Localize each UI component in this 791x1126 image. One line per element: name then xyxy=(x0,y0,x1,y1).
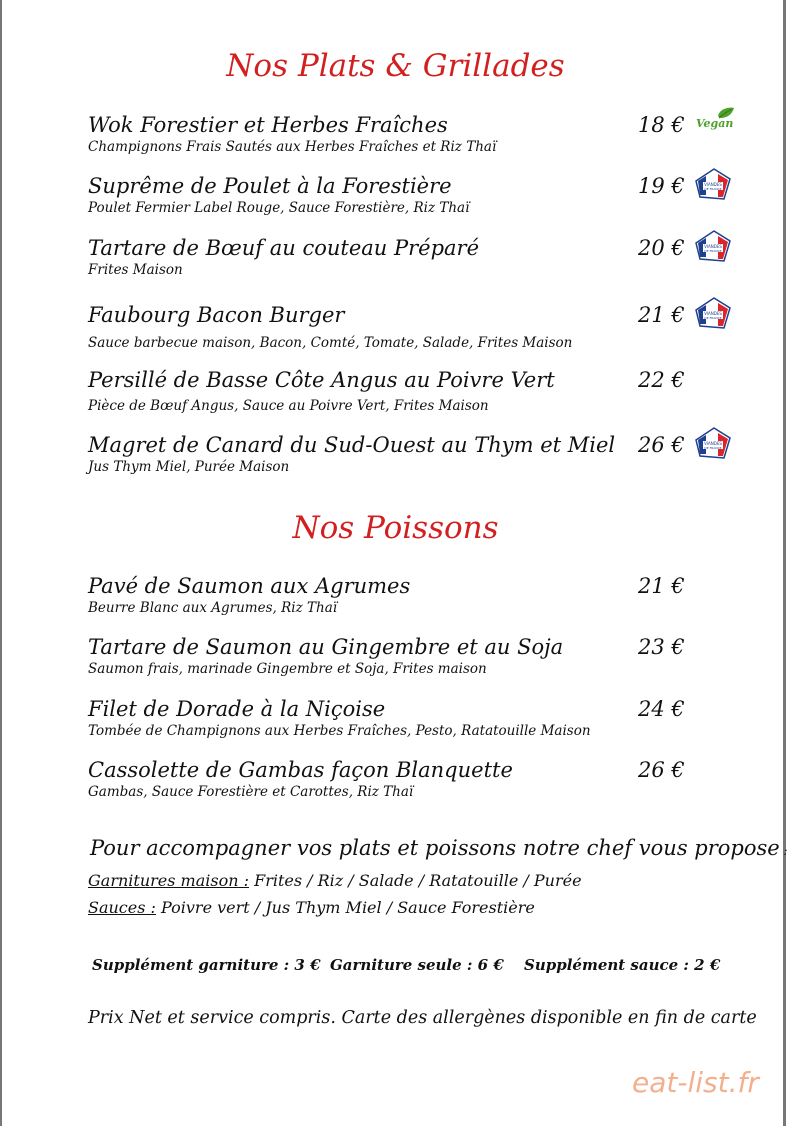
item-name: Magret de Canard du Sud-Ouest au Thym et Miel xyxy=(88,433,616,457)
item-price: 21 € xyxy=(638,574,685,598)
viandes-de-france-logo-icon xyxy=(694,167,732,205)
item-desc: Sauce barbecue maison, Bacon, Comté, Tomate, Salade, Frites Maison xyxy=(88,335,573,351)
item-price: 23 € xyxy=(638,635,685,659)
accompaniment-heading-text: Pour accompagner vos plats et poissons notre chef vous propose xyxy=(90,836,780,860)
accompaniment-heading xyxy=(90,836,788,860)
item-price: 26 € xyxy=(638,433,685,457)
garnitures-label: Garnitures maison : xyxy=(88,871,249,890)
viandes-de-france-logo-icon xyxy=(694,426,732,464)
svg-text:VIANDES: VIANDES xyxy=(704,244,722,249)
svg-text:DE FRANCE: DE FRANCE xyxy=(704,446,722,450)
sauces-line xyxy=(88,898,535,917)
item-name: Wok Forestier et Herbes Fraîches xyxy=(88,113,448,137)
menu-item-wok xyxy=(88,112,768,156)
item-name: Cassolette de Gambas façon Blanquette xyxy=(88,758,513,782)
garnitures-line xyxy=(88,871,582,890)
item-price: 18 € xyxy=(638,113,685,137)
item-name: Persillé de Basse Côte Angus au Poivre Vert xyxy=(88,368,555,392)
item-desc: Tombée de Champignons aux Herbes Fraîches, Pesto, Ratatouille Maison xyxy=(88,723,591,739)
supplement-garniture: Supplément garniture : 3 € xyxy=(92,956,321,974)
sauces-value: Poivre vert / Jus Thym Miel / Sauce Forestière xyxy=(155,898,535,917)
sauces-label: Sauces : xyxy=(88,898,156,917)
menu-item-supreme-poulet xyxy=(88,173,768,217)
vegan-badge-icon xyxy=(692,106,736,136)
menu-item-persille-angus xyxy=(88,367,768,415)
svg-text:DE FRANCE: DE FRANCE xyxy=(704,316,722,320)
viandes-de-france-logo-icon xyxy=(694,296,732,334)
item-name: Tartare de Saumon au Gingembre et au Soja xyxy=(88,635,564,659)
item-price: 19 € xyxy=(638,174,685,198)
item-price: 22 € xyxy=(638,368,685,392)
item-price: 26 € xyxy=(638,758,685,782)
vegan-label: Vegan xyxy=(696,117,734,130)
svg-text:DE FRANCE: DE FRANCE xyxy=(704,249,722,253)
item-price: 24 € xyxy=(638,697,685,721)
item-name: Faubourg Bacon Burger xyxy=(88,303,345,327)
menu-item-filet-dorade xyxy=(88,696,768,740)
item-desc: Champignons Frais Sautés aux Herbes Fraîches et Riz Thaï xyxy=(88,139,497,155)
menu-item-bacon-burger xyxy=(88,302,768,352)
item-desc: Gambas, Sauce Forestière et Carottes, Riz Thaï xyxy=(88,784,414,800)
menu-item-tartare-boeuf xyxy=(88,235,768,279)
item-desc: Poulet Fermier Label Rouge, Sauce Forestière, Riz Thaï xyxy=(88,200,470,216)
svg-text:VIANDES: VIANDES xyxy=(704,182,722,187)
item-desc: Frites Maison xyxy=(88,262,183,278)
supplement-sauce: Supplément sauce : 2 € xyxy=(524,956,721,974)
item-name: Filet de Dorade à la Niçoise xyxy=(88,697,386,721)
footer-note: Prix Net et service compris. Carte des allergènes disponible en fin de carte xyxy=(88,1008,757,1028)
svg-text:VIANDES: VIANDES xyxy=(704,441,722,446)
menu-item-magret-canard xyxy=(88,432,768,476)
svg-text:DE FRANCE: DE FRANCE xyxy=(704,187,722,191)
accompaniment-heading-suffix: : xyxy=(779,844,788,858)
menu-item-cassolette-gambas xyxy=(88,757,768,801)
item-name: Pavé de Saumon aux Agrumes xyxy=(88,574,411,598)
item-desc: Pièce de Bœuf Angus, Sauce au Poivre Vert, Frites Maison xyxy=(88,398,489,414)
item-desc: Saumon frais, marinade Gingembre et Soja, Frites maison xyxy=(88,661,487,677)
watermark: eat-list.fr xyxy=(632,1066,759,1099)
item-name: Tartare de Bœuf au couteau Préparé xyxy=(88,236,480,260)
item-desc: Beurre Blanc aux Agrumes, Riz Thaï xyxy=(88,600,338,616)
section-title-poissons: Nos Poissons xyxy=(292,510,499,546)
item-name: Suprême de Poulet à la Forestière xyxy=(88,174,452,198)
menu-item-pave-saumon xyxy=(88,573,768,617)
menu-item-tartare-saumon xyxy=(88,634,768,678)
item-price: 20 € xyxy=(638,236,685,260)
supplement-garniture-seule: Garniture seule : 6 € xyxy=(330,956,504,974)
item-price: 21 € xyxy=(638,303,685,327)
item-desc: Jus Thym Miel, Purée Maison xyxy=(88,459,290,475)
section-title-plats: Nos Plats & Grillades xyxy=(226,48,565,84)
viandes-de-france-logo-icon xyxy=(694,229,732,267)
garnitures-value: Frites / Riz / Salade / Ratatouille / Purée xyxy=(249,871,582,890)
svg-text:VIANDES: VIANDES xyxy=(704,311,722,316)
